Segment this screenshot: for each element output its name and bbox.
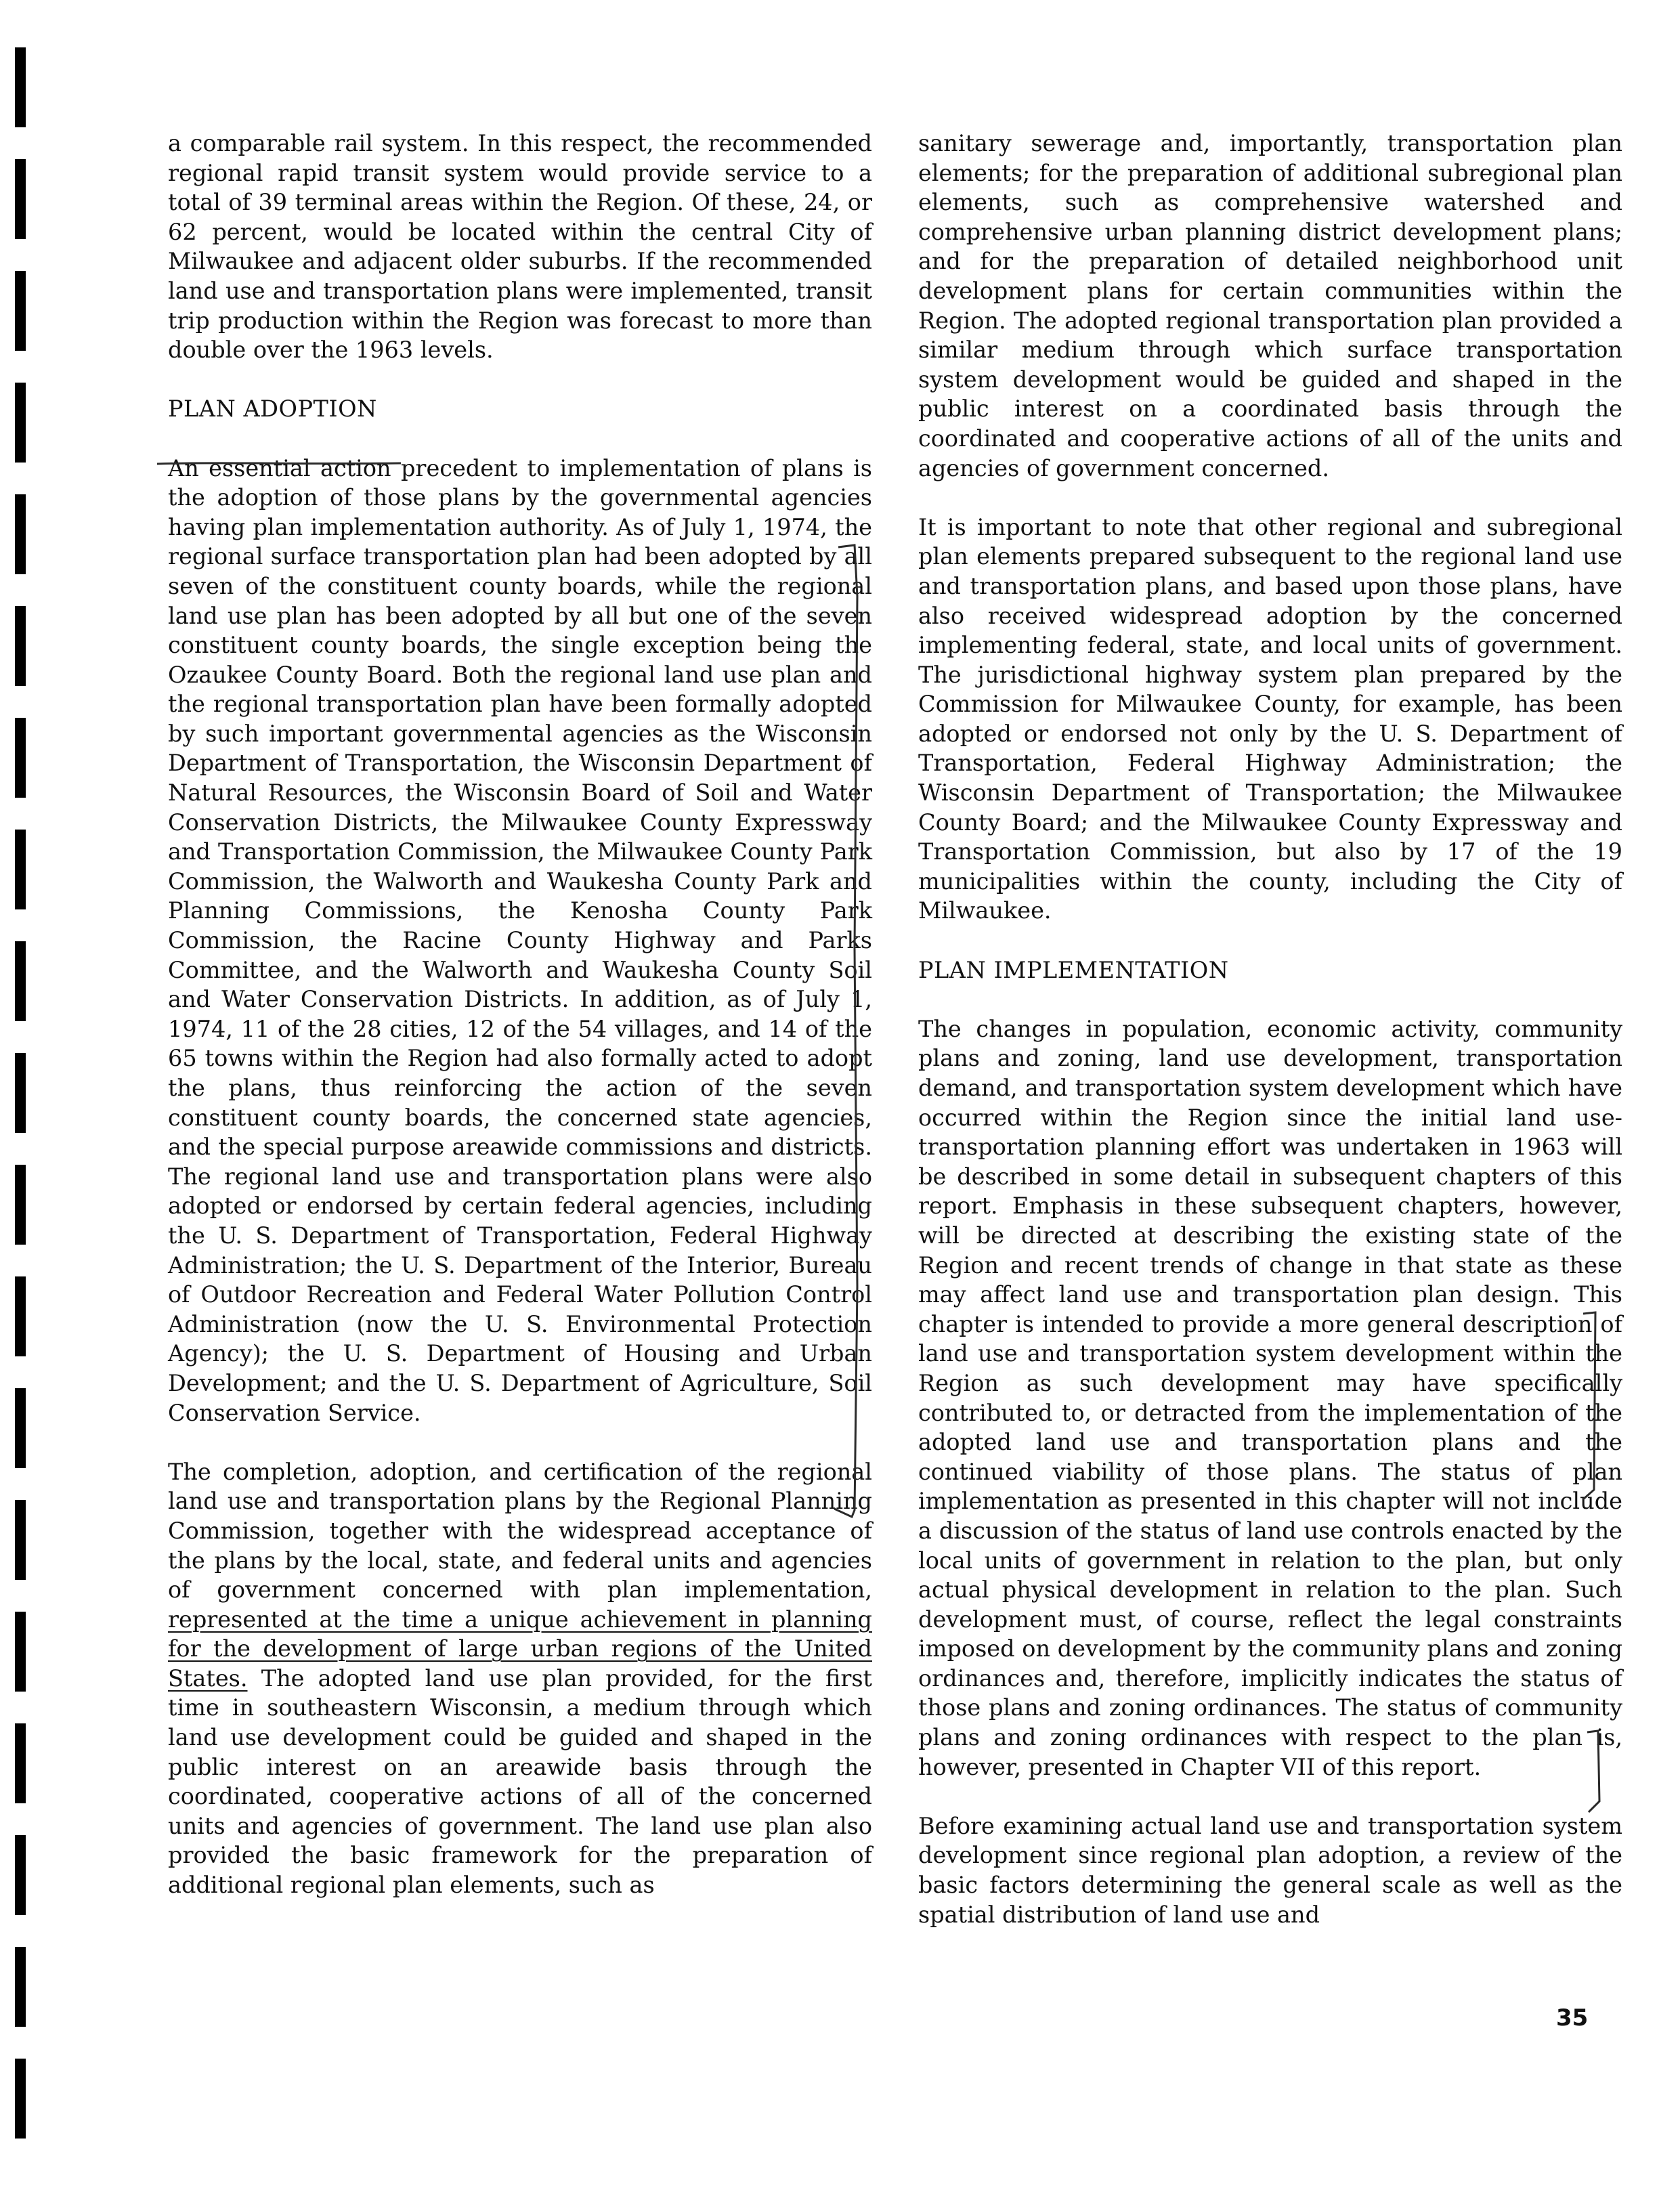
- binding-hole-marks: [0, 0, 41, 2192]
- binding-mark: [15, 1165, 26, 1245]
- page-number: 35: [1556, 2004, 1589, 2032]
- binding-mark: [15, 47, 26, 127]
- paragraph-plan-implementation: The changes in population, economic activity, community plans and zoning, land use development, transportation demand, and transportation system development which have occurred within the Region since the initial land use-transportation planning effort was undertaken in 1963 will be described in some detail in subsequent chapters of this report. Emphasis in these subsequent chapters, however, will be directed at describing the existing state of the Region and recent trends of change in that state as these may affect land use and transportation plan design. This chapter is intended to provide a more general description of land use and transportation system development within the Region as such development may have specifically contributed to, or detracted from the implementation of the adopted land use and transportation plans and the continued viability of those plans. The status of plan implementation as presented in this chapter will not include a discussion of the status of land use controls enacted by the local units of government in relation to the plan, but only actual physical development in relation to the plan. Such development must, of course, reflect the legal constraints imposed on development by the community plans and zoning ordinances and, therefore, implicitly indicates the status of those plans and zoning ordinances. The status of community plans and zoning ordinances with respect to the plan is, however, presented in Chapter VII of this report.: [918, 1015, 1622, 1780]
- right-column: [918, 129, 1622, 1959]
- binding-mark: [15, 1947, 26, 2027]
- binding-mark: [15, 2059, 26, 2139]
- binding-mark: [15, 606, 26, 686]
- binding-mark: [15, 941, 26, 1021]
- binding-mark: [15, 718, 26, 798]
- paragraph-plan-completion: [168, 1457, 872, 1900]
- binding-mark: [15, 1612, 26, 1692]
- paragraph-before-examining: Before examining actual land use and transportation system development since regional plan adoption, a review of the basic factors determining the general scale as well as the spatial distribution of land use and: [918, 1812, 1622, 1928]
- binding-mark: [15, 1388, 26, 1468]
- paragraph-subregional-plans: It is important to note that other regional and subregional plan elements prepared subsequent to the regional land use and transportation plans, and based upon those plans, have also received widespread adoption by the concerned implementing federal, state, and local units of government. The jurisdictional highway system plan prepared by the Commission for Milwaukee County, for example, has been adopted or endorsed not only by the U. S. Department of Transportation, Federal Highway Administration; the Wisconsin Department of Transportation; the Milwaukee County Board; and the Milwaukee County Expressway and Transportation Commission, but also by 17 of the 19 municipalities within the county, including the City of Milwaukee.: [918, 513, 1622, 924]
- binding-mark: [15, 830, 26, 909]
- binding-mark: [15, 1500, 26, 1580]
- text-run: The adopted land use plan provided, for the first time in southeastern Wisconsin, a medium through which land use development could be guided and shaped in the public interest on an areawide basis through the coordinated, cooperative actions of all of the concerned units and agencies of government. The land use plan also provided the basic framework for the preparation of additional regional plan elements, such as: [168, 1664, 872, 1899]
- binding-mark: [15, 494, 26, 574]
- text-run: The completion, adoption, and certification of the regional land use and transportation plans by the Regional Planning Commission, together with the widespread acceptance of the plans by the local, state, and federal units and agencies of government concerned with plan implementation,: [168, 1458, 872, 1604]
- paragraph-plan-adoption: An essential action precedent to implementation of plans is the adoption of those plans by the governmental agencies having plan implementation authority. As of July 1, 1974, the regional surface transportation plan had been adopted by all seven of the constituent county boards, while the regional land use plan has been adopted by all but one of the seven constituent county boards, the single exception being the Ozaukee County Board. Both the regional land use plan and the regional transportation plan have been formally adopted by such important governmental agencies as the Wisconsin Department of Transportation, the Wisconsin Department of Natural Resources, the Wisconsin Board of Soil and Water Conservation Districts, the Milwaukee County Expressway and Transportation Commission, the Milwaukee County Park Commission, the Walworth and Waukesha County Park and Planning Commissions, the Kenosha County Park Commission, the Racine County Highway and Parks Committee, and the Walworth and Waukesha County Soil and Water Conservation Districts. In addition, as of July 1, 1974, 11 of the 28 cities, 12 of the 54 villages, and 14 of the 65 towns within the Region had also formally acted to adopt the plans, thus reinforcing the action of the seven constituent county boards, the concerned state agencies, and the special purpose areawide commissions and districts. The regional land use and transportation plans were also adopted or endorsed by certain federal agencies, including the U. S. Department of Transportation, Federal Highway Administration; the U. S. Department of the Interior, Bureau of Outdoor Recreation and Federal Water Pollution Control Administration (now the U. S. Environmental Protection Agency); the U. S. Department of Housing and Urban Development; and the U. S. Department of Agriculture, Soil Conservation Service.: [168, 454, 872, 1426]
- binding-mark: [15, 383, 26, 463]
- binding-mark: [15, 1053, 26, 1133]
- binding-mark: [15, 271, 26, 351]
- paragraph-sanitary-sewerage: sanitary sewerage and, importantly, transportation plan elements; for the preparation of additional subregional plan elements, such as comprehensive watershed and comprehensive urban planning district development plans; and for the preparation of detailed neighborhood unit development plans for certain communities within the Region. The adopted regional transportation plan provided a similar medium through which surface transportation system development would be guided and shaped in the public interest on a coordinated basis through the coordinated and cooperative actions of all of the units and agencies of government concerned.: [918, 130, 1622, 481]
- underlined-passage: represented at the time a unique achievement in planning for the development of large urban regions of the United States.: [168, 1606, 872, 1692]
- paragraph-rapid-transit: a comparable rail system. In this respect, the recommended regional rapid transit system would provide service to a total of 39 terminal areas within the Region. Of these, 24, or 62 percent, would be located within the central City of Milwaukee and adjacent older suburbs. If the recommended land use and transportation plans were implemented, transit trip production within the Region was forecast to more than double over the 1963 levels.: [168, 130, 872, 364]
- heading-plan-implementation: PLAN IMPLEMENTATION: [918, 956, 1229, 983]
- binding-mark: [15, 1835, 26, 1915]
- binding-mark: [15, 1723, 26, 1803]
- heading-plan-adoption: PLAN ADOPTION: [168, 395, 377, 423]
- left-column: [168, 129, 872, 1929]
- binding-mark: [15, 1276, 26, 1356]
- binding-mark: [15, 159, 26, 239]
